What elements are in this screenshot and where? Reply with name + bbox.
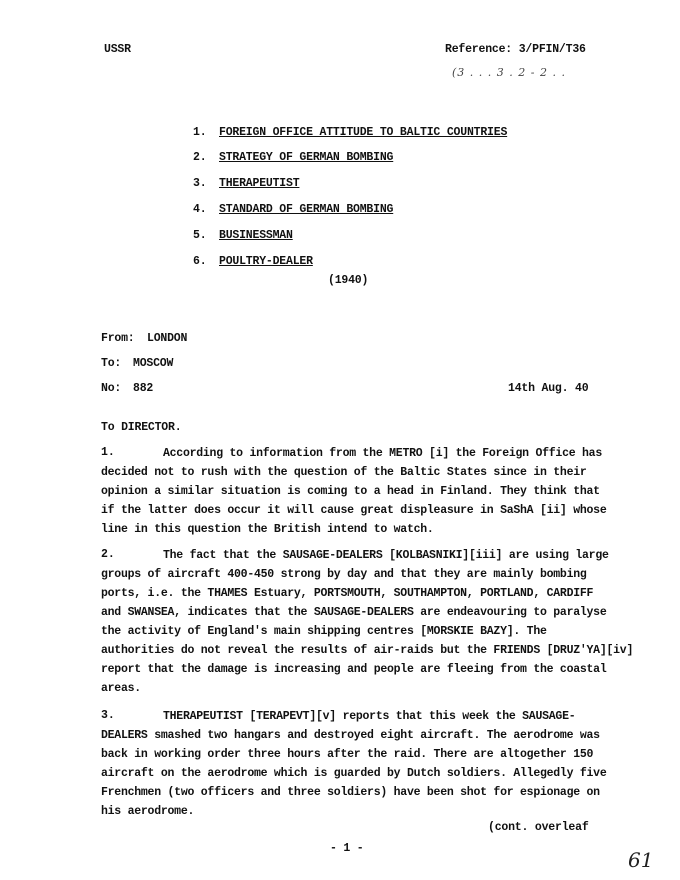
topic-number: 3. (193, 177, 207, 190)
country-label: USSR (104, 43, 131, 56)
paragraph-line: areas. (101, 682, 141, 695)
message-date: 14th Aug. 40 (508, 382, 589, 395)
paragraph-line: report that the damage is increasing and people are fleeing from the coastal (101, 663, 607, 676)
paragraph-line: authorities do not reveal the results of air-raids but the FRIENDS [DRUZ'YA][iv] (101, 644, 634, 657)
from-label: From: (101, 332, 135, 345)
topic-title: POULTRY-DEALER (219, 255, 313, 268)
topic-title: STRATEGY OF GERMAN BOMBING (219, 151, 394, 164)
paragraph-line: Frenchmen (two officers and three soldiers) have been shot for espionage on (101, 786, 600, 799)
paragraph-number: 3. (101, 709, 115, 722)
paragraph-line: line in this question the British intend to watch. (101, 523, 434, 536)
paragraph-line: THERAPEUTIST [TERAPEVT][v] reports that this week the SAUSAGE- (163, 710, 576, 723)
topic-number: 2. (193, 151, 207, 164)
topic-title: STANDARD OF GERMAN BOMBING (219, 203, 394, 216)
message-number: 882 (133, 382, 154, 395)
paragraph-line: the activity of England's main shipping centres [MORSKIE BAZY]. The (101, 625, 547, 638)
topic-number: 4. (193, 203, 207, 216)
paragraph-line: his aerodrome. (101, 805, 195, 818)
paragraph-number: 2. (101, 548, 115, 561)
paragraph-line: back in working order three hours after the raid. There are altogether 150 (101, 748, 594, 761)
paragraph-line: decided not to rush with the question of the Baltic States since in their (101, 466, 587, 479)
paragraph-line: DEALERS smashed two hangars and destroyed eight aircraft. The aerodrome was (101, 729, 600, 742)
paragraph-line: The fact that the SAUSAGE-DEALERS [KOLBASNIKI][iii] are using large (163, 549, 609, 562)
paragraph-line: According to information from the METRO [i] the Foreign Office has (163, 447, 602, 460)
handwritten-reference: (3 . . . 3 . 2 - 2 . . (452, 66, 566, 79)
year-label: (1940) (328, 274, 369, 287)
paragraph-line: aircraft on the aerodrome which is guarded by Dutch soldiers. Allegedly five (101, 767, 607, 780)
topic-number: 1. (193, 126, 207, 139)
reference-number: Reference: 3/PFIN/T36 (445, 43, 586, 56)
topic-number: 5. (193, 229, 207, 242)
paragraph-line: if the latter does occur it will cause great displeasure in SaShA [ii] whose (101, 504, 607, 517)
to-label: To: (101, 357, 122, 370)
paragraph-line: and SWANSEA, indicates that the SAUSAGE-DEALERS are endeavouring to paralyse (101, 606, 607, 619)
salutation: To DIRECTOR. (101, 421, 182, 434)
topic-number: 6. (193, 255, 207, 268)
continued-note: (cont. overleaf (488, 821, 589, 834)
paragraph-line: ports, i.e. the THAMES Estuary, PORTSMOUTH, SOUTHAMPTON, PORTLAND, CARDIFF (101, 587, 594, 600)
paragraph-number: 1. (101, 446, 115, 459)
from-value: LONDON (147, 332, 188, 345)
number-label: No: (101, 382, 122, 395)
page-number: - 1 - (330, 842, 364, 855)
topic-title: BUSINESSMAN (219, 229, 293, 242)
paragraph-line: opinion a similar situation is coming to a head in Finland. They think that (101, 485, 600, 498)
paragraph-line: groups of aircraft 400-450 strong by day and that they are mainly bombing (101, 568, 587, 581)
to-value: MOSCOW (133, 357, 174, 370)
topic-title: FOREIGN OFFICE ATTITUDE TO BALTIC COUNTRIES (219, 126, 508, 139)
topic-title: THERAPEUTIST (219, 177, 300, 190)
handwritten-page-number: 61 (628, 848, 654, 872)
